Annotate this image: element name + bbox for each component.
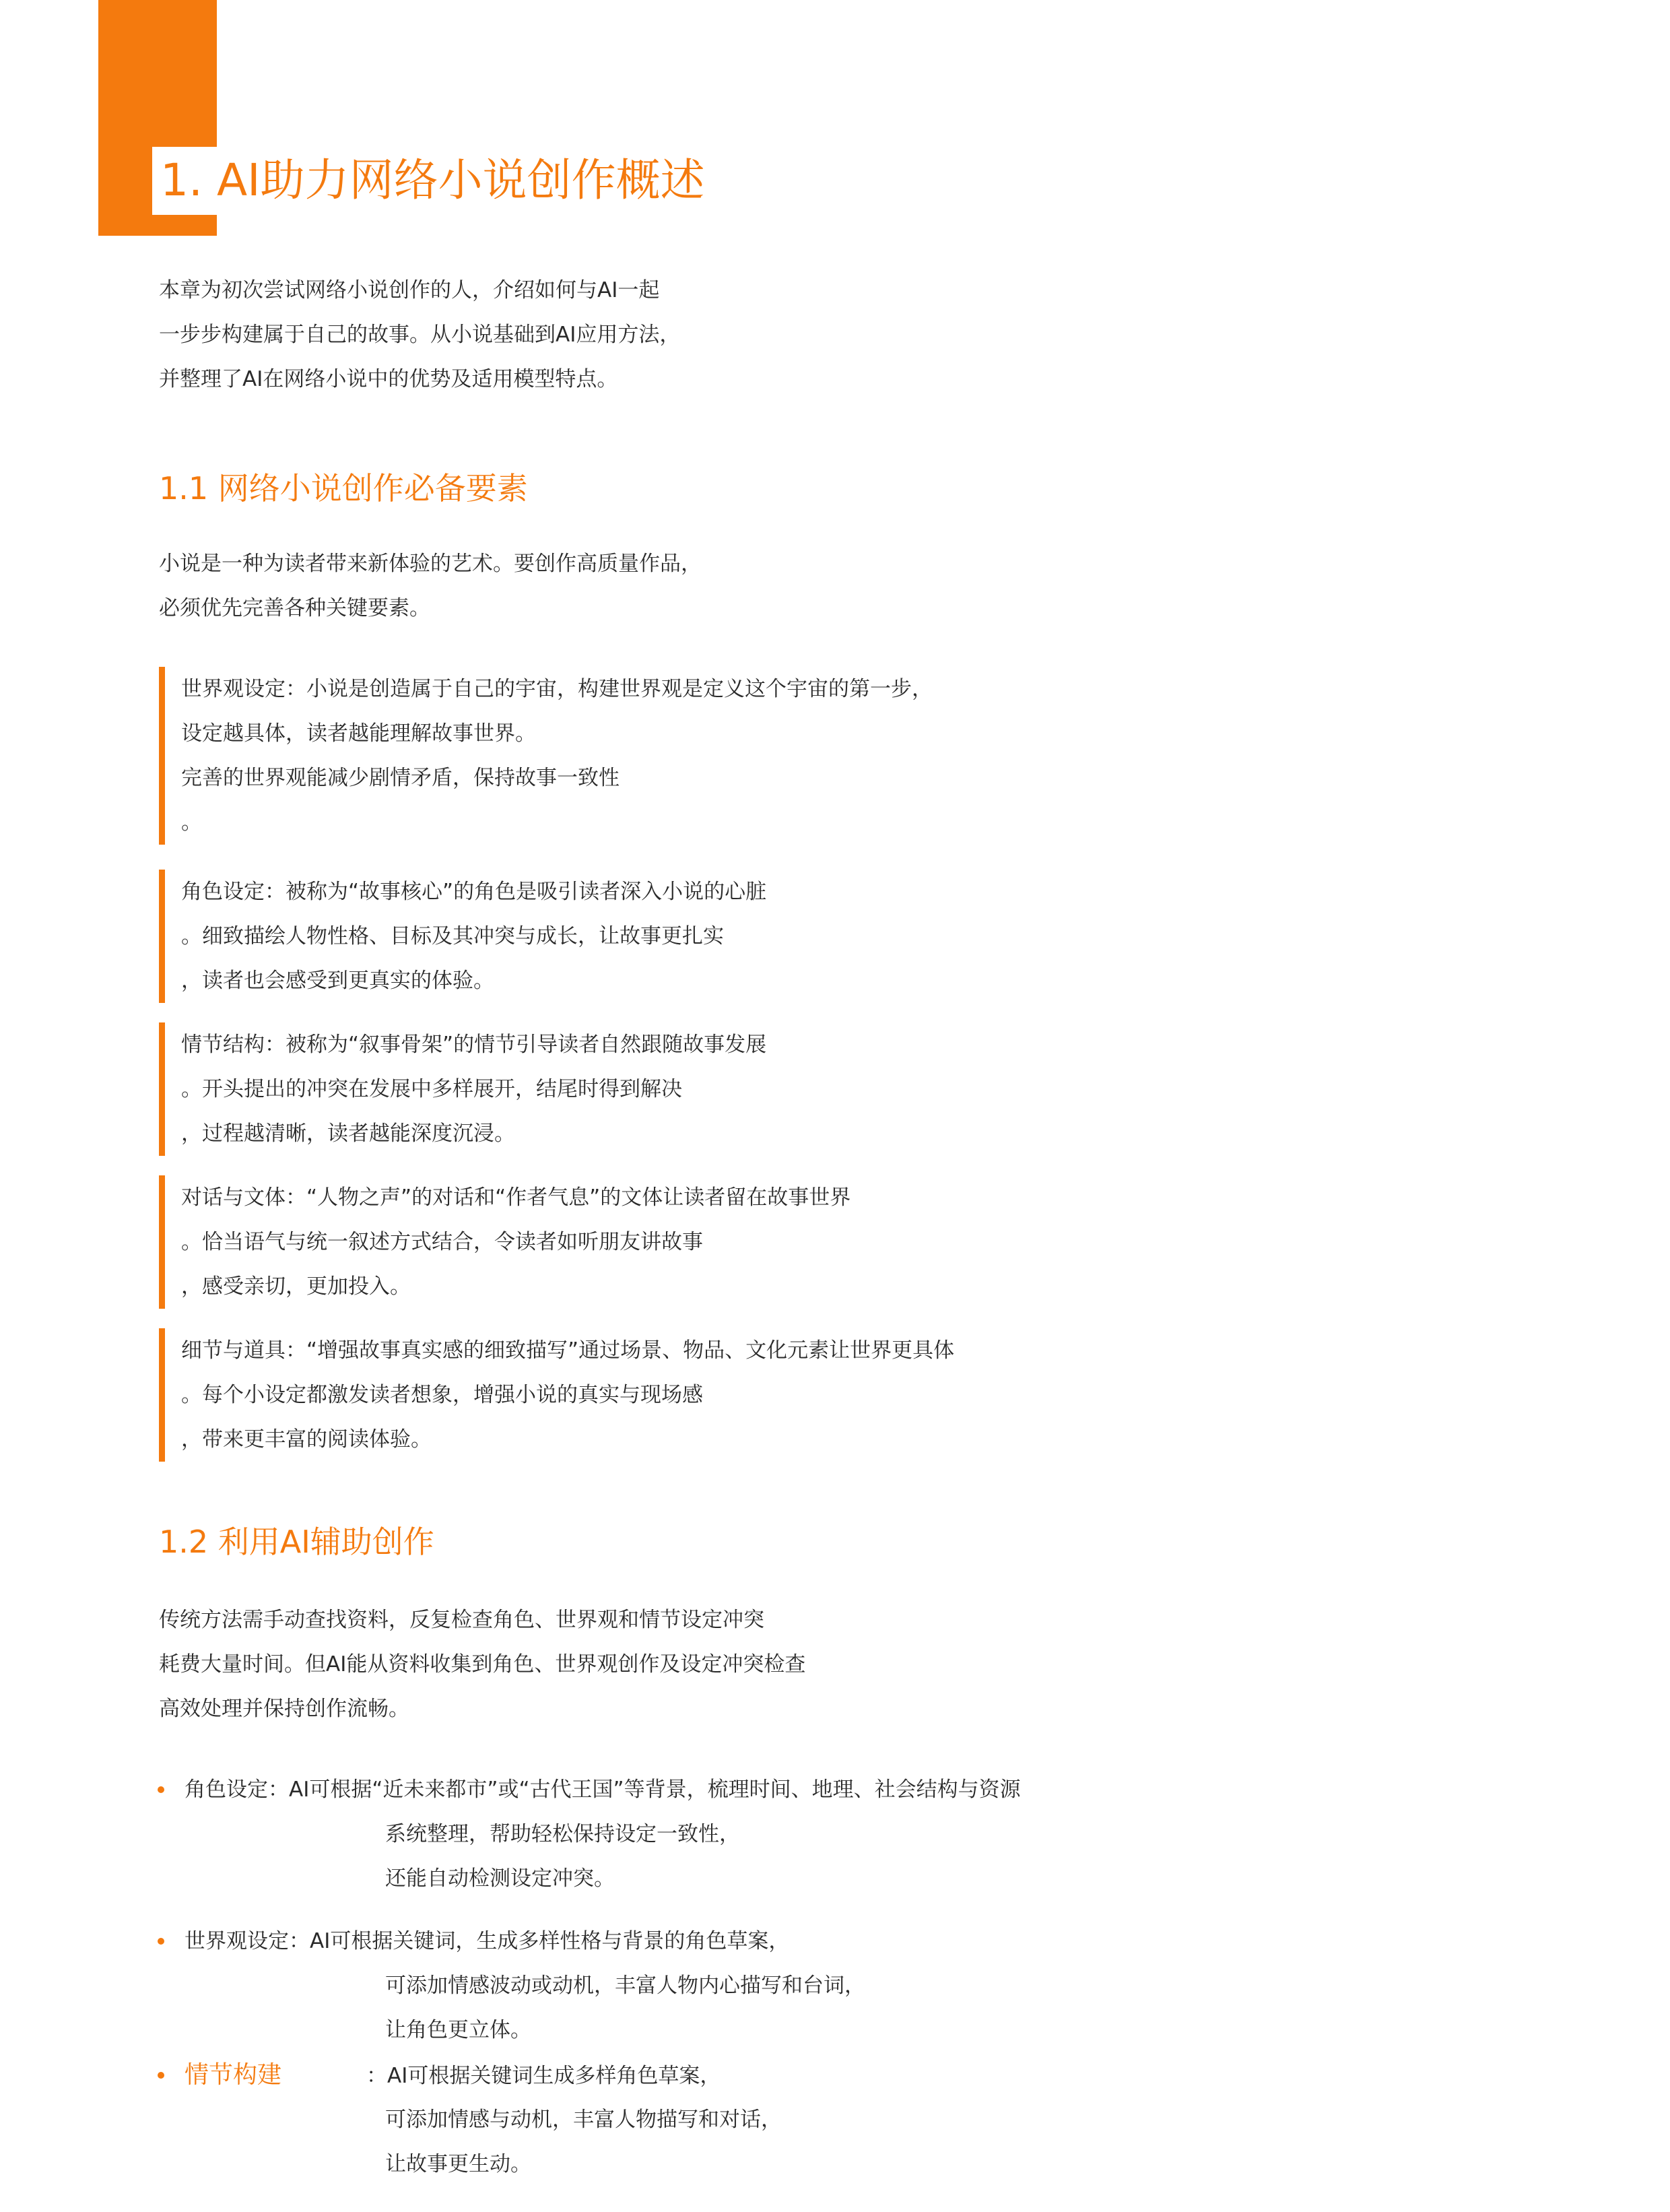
bullet-term: 角色设定: [185, 1778, 268, 1802]
bullet-first-line: [185, 1919, 789, 1963]
bullet-first-line: [185, 2053, 721, 2098]
text-line: 角色设定：被称为“故事核心”的角色是吸引读者深入小说的心脏: [181, 880, 767, 904]
text-line: 可添加情感与动机，丰富人物描写和对话，: [385, 2108, 782, 2132]
section-2-intro: [159, 1598, 805, 1731]
text-line: 并整理了AI在网络小说中的优势及适用模型特点。: [159, 367, 618, 391]
bullet-item-plot-cont: [385, 2097, 782, 2186]
element-block-plot: [159, 1022, 766, 1156]
text-line: 。: [181, 810, 202, 835]
text-line: 小说是一种为读者带来新体验的艺术。要创作高质量作品，: [159, 552, 702, 576]
bullet-item-character: [185, 1767, 1021, 1812]
text-line: 一步步构建属于自己的故事。从小说基础到AI应用方法，: [159, 323, 681, 347]
bullet-first-line: [185, 1767, 1021, 1812]
text-line: 细节与道具：“增强故事真实感的细致描写”通过场景、物品、文化元素让世界更具体: [181, 1338, 955, 1363]
bullet-desc: ：AI可根据关键词，生成多样性格与背景的角色草案，: [289, 1929, 790, 1953]
bullet-item-character-cont: [385, 1812, 740, 1901]
text-line: 系统整理，帮助轻松保持设定一致性，: [385, 1822, 740, 1846]
bullet-item-worldview: [185, 1919, 789, 1963]
text-line: 设定越具体，读者越能理解故事世界。: [181, 721, 536, 746]
text-line: 让故事更生动。: [385, 2152, 531, 2176]
section-1-title: 1.1 网络小说创作必备要素: [159, 470, 528, 507]
element-block-dialogue: [159, 1175, 850, 1309]
text-line: 传统方法需手动查找资料，反复检查角色、世界观和情节设定冲突: [159, 1608, 764, 1632]
text-line: 必须优先完善各种关键要素。: [159, 596, 430, 620]
text-line: 。开头提出的冲突在发展中多样展开，结尾时得到解决: [181, 1077, 682, 1101]
text-line: ，读者也会感受到更真实的体验。: [181, 969, 494, 993]
element-block-details: [159, 1328, 954, 1462]
text-line: 。每个小设定都激发读者想象，增强小说的真实与现场感: [181, 1383, 703, 1407]
bullet-term: 世界观设定: [185, 1929, 289, 1953]
text-line: 耗费大量时间。但AI能从资料收集到角色、世界观创作及设定冲突检查: [159, 1652, 806, 1677]
text-line: 。恰当语气与统一叙述方式结合，令读者如听朋友讲故事: [181, 1230, 703, 1254]
chapter-intro: [159, 268, 680, 401]
bullet-item-worldview-cont: [385, 1963, 865, 2052]
bullet-desc: ：AI可根据关键词生成多样角色草案，: [366, 2064, 721, 2088]
section-2-title: 1.2 利用AI辅助创作: [159, 1524, 434, 1560]
bullet-dot-icon: [158, 1938, 164, 1945]
text-line: ，过程越清晰，读者越能深度沉浸。: [181, 1121, 515, 1146]
bullet-dot-icon: [158, 1786, 164, 1793]
chapter-title: 1. AI助力网络小说创作概述: [152, 147, 714, 215]
element-block-character: [159, 870, 766, 1003]
bullet-item-plot: [185, 2053, 721, 2098]
text-line: ，带来更丰富的阅读体验。: [181, 1427, 432, 1452]
text-line: 本章为初次尝试网络小说创作的人，介绍如何与AI一起: [159, 278, 660, 302]
text-line: 还能自动检测设定冲突。: [385, 1866, 615, 1891]
bullet-desc: ：AI可根据“近未来都市”或“古代王国”等背景，梳理时间、地理、社会结构与资源: [268, 1778, 1021, 1802]
text-line: 情节结构：被称为“叙事骨架”的情节引导读者自然跟随故事发展: [181, 1033, 767, 1057]
text-line: 让角色更立体。: [385, 2018, 531, 2042]
section-1-intro: [159, 542, 702, 630]
text-line: ，感受亲切，更加投入。: [181, 1274, 411, 1299]
text-line: 高效处理并保持创作流畅。: [159, 1697, 409, 1721]
text-line: 对话与文体：“人物之声”的对话和“作者气息”的文体让读者留在故事世界: [181, 1185, 851, 1210]
text-line: 。细致描绘人物性格、目标及其冲突与成长，让故事更扎实: [181, 924, 724, 948]
text-line: 完善的世界观能减少剧情矛盾，保持故事一致性: [181, 766, 620, 790]
bullet-term: 情节构建: [185, 2061, 282, 2089]
text-line: 可添加情感波动或动机，丰富人物内心描写和台词，: [385, 1974, 865, 1998]
element-block-worldview: [159, 667, 933, 845]
text-line: 世界观设定：小说是创造属于自己的宇宙，构建世界观是定义这个宇宙的第一步，: [181, 677, 933, 701]
bullet-dot-icon: [158, 2072, 164, 2079]
